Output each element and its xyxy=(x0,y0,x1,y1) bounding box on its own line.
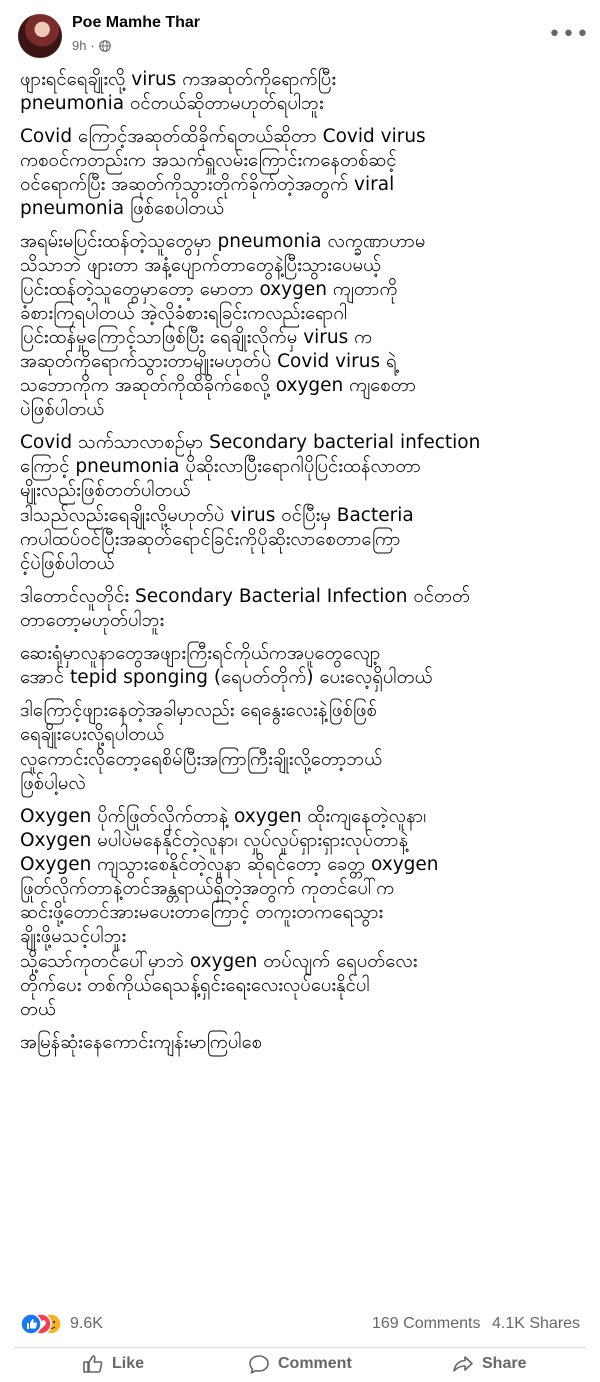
comment-count[interactable]: 169 Comments xyxy=(372,1315,481,1332)
post-paragraph: သို့သော်ကုတင်ပေါ်မှာဘဲ oxygen တပ်လျက် ရေပတ်လေး တိုက်ပေး တစ်ကိုယ်ရေသန့်ရှင်းရေးလေးလုပ်ပေးနိုင်ပါ တယ် xyxy=(20,951,418,1020)
post-paragraph: Covid ကြောင့်အဆုတ်ထိခိုက်ရတယ်ဆိုတာ Covid virus ကစဝင်ကတည်းက အသက်ရှူလမ်းကြောင်းကနေတစ်ဆင့် ဝင်ရောက်ပြီး အဆုတ်ကိုသွားတိုက်ခိုက်တဲ့အတွက် viral pneumonia ဖြစ်စေပါတယ် xyxy=(20,126,426,219)
divider xyxy=(14,1347,586,1348)
post-body xyxy=(20,68,584,1055)
author-avatar[interactable] xyxy=(18,14,62,58)
post-paragraph: ဒါတောင်လူတိုင်း Secondary Bacterial Infection ဝင်တတ် တာတော့မဟုတ်ပါဘူး xyxy=(20,586,470,631)
globe-icon xyxy=(99,40,111,52)
post-header xyxy=(0,0,600,68)
reaction-count[interactable]: 9.6K xyxy=(70,1315,103,1332)
share-button[interactable] xyxy=(452,1354,526,1374)
share-count[interactable]: 4.1K Shares xyxy=(492,1315,581,1332)
like-button[interactable] xyxy=(82,1354,144,1374)
post-actions xyxy=(0,1352,600,1382)
post-paragraph: အမြန်ဆုံးနေကောင်းကျန်းမာကြပါစေ xyxy=(20,1032,263,1053)
post-paragraph: Oxygen ပိုက်ဖြုတ်လိုက်တာနဲ့ oxygen ထိုးကျနေတဲ့လူနာ၊ Oxygen မပါပဲမနေနိုင်တဲ့လူနာ၊ လှုပ်လှုပ်ရှားရှားလုပ်တာနဲ့ Oxygen ကျသွားစေနိုင်တဲ့လူနာ ဆိုရင်တော့ ခေတ္တ oxygen ဖြုတ်လိုက်တာနဲ့တင်အန္တရာယ်ရှိတဲ့အတွက် ကုတင်ပေါ်က ဆင်းဖို့တောင်အားမပေးတာကြောင့် တကူးတကရေသွား ချိုးဖို့မသင့်ပါဘူး xyxy=(20,806,439,947)
post-paragraph: ဖျားရင်ရေချိုးလို့ virus ကအဆုတ်ကိုရောက်ပြီး pneumonia ဝင်တယ်ဆိုတာမဟုတ်ရပါဘူး xyxy=(20,69,337,114)
post-meta: 9h · xyxy=(72,38,111,53)
post-paragraph: ဒါကြောင့်ဖျားနေတဲ့အခါမှာလည်း ရေနွေးလေးနဲ့ဖြစ်ဖြစ် ရေချိုးပေးလို့ရပါတယ် xyxy=(20,700,377,745)
post-time[interactable]: 9h xyxy=(72,38,87,53)
thumbs-up-icon xyxy=(82,1354,104,1374)
post-stats xyxy=(0,1307,600,1341)
like-icon xyxy=(21,1314,41,1334)
post-paragraph: လူကောင်းလိုတော့ရေစိမ်ပြီးအကြာကြီးချိုးလို့တော့ဘယ် ဖြစ်ပါ့မလဲ xyxy=(20,749,383,794)
like-label: Like xyxy=(112,1355,145,1372)
post-paragraph: ဒါသည်လည်းရေချိုးလို့မဟုတ်ပဲ virus ဝင်ပြီးမှ Bacteria ကပါထပ်ဝင်ပြီးအဆုတ်ရောင်ခြင်းကိုပိုဆိုးလာစေတာကြော င့်ပဲဖြစ်ပါတယ် xyxy=(20,505,414,574)
reaction-icons[interactable] xyxy=(20,1313,62,1335)
share-label: Share xyxy=(482,1355,527,1372)
post-paragraph: Covid သက်သာလာစဉ်မှာ Secondary bacterial infection ကြောင့် pneumonia ပိုဆိုးလာပြီးရောဂါပိုပြင်းထန်လာတာ မျိုးလည်းဖြစ်တတ်ပါတယ် xyxy=(20,432,481,501)
more-options-icon[interactable]: ••• xyxy=(548,22,590,47)
post-paragraph: အရမ်းမပြင်းထန်တဲ့သူတွေမှာ pneumonia လက္ခဏာဟာမ သိသာဘဲ ဖျားတာ အနံ့ပျောက်တာတွေနဲ့ပြီးသွားပေမယ့် ပြင်းထန်တဲ့သူတွေမှာတော့ မောတာ oxygen ကျတာကို ခံစားကြရပါတယ် အဲ့လိုခံစားရခြင်းကလည်းရောဂါ ပြင်းထန်မှုကြောင့်သာဖြစ်ပြီး ရေချိုးလိုက်မှ virus က အဆုတ်ကိုရောက်သွားတာမျိုးမဟုတ်ပဲ Covid virus ရဲ့ သဘောကိုက အဆုတ်ကိုထိခိုက်စေလို့ oxygen ကျစေတာ ပဲဖြစ်ပါတယ် xyxy=(20,231,426,420)
comment-label: Comment xyxy=(278,1355,352,1372)
author-name[interactable]: Poe Mamhe Thar xyxy=(72,14,201,31)
comment-button[interactable] xyxy=(248,1354,352,1374)
comment-icon xyxy=(248,1354,270,1374)
post-paragraph: ဆေးရုံမှာလူနာတွေအဖျားကြီးရင်ကိုယ်ကအပူတွေလျော့ အောင် tepid sponging (ရေပတ်တိုက်) ပေးလေ့ရှိပါတယ် xyxy=(20,643,433,688)
share-icon xyxy=(452,1354,474,1374)
